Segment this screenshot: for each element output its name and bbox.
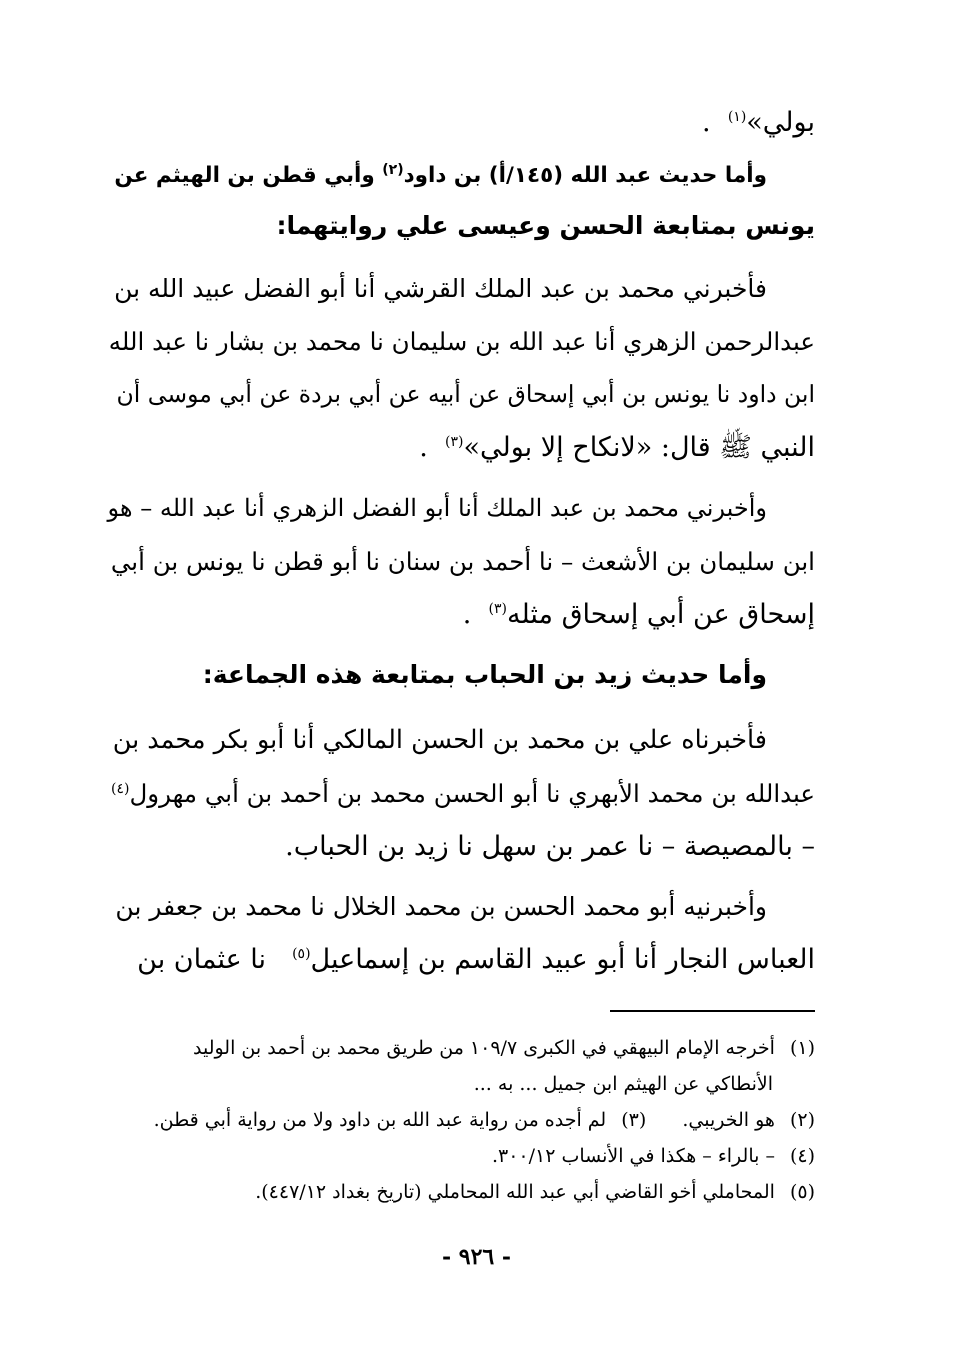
- text-line: وأخبرني محمد بن عبد الملك أنا أبو الفضل الزهري أنا عبد الله – هو: [107, 494, 767, 522]
- footnote-number: (١): [789, 1037, 815, 1059]
- section-heading-1: [105, 151, 815, 251]
- text-line: إسحاق عن أبي إسحاق مثله$^{(٣)}$ .: [462, 599, 815, 630]
- footnote-ref: (٥): [292, 946, 311, 962]
- text-line: فأخبرناه علي بن محمد بن الحسن المالكي أنا أبو بكر محمد بن: [112, 725, 767, 755]
- footnote-text: هو الخريبي.: [682, 1109, 775, 1131]
- paragraph-2: [105, 482, 815, 641]
- footnote-text: المحاملي أخو القاضي أبي عبد الله المحاملي (تاريخ بغداد ٤٤٧/١٢).: [255, 1181, 775, 1203]
- heading-line: يونس بمتابعة الحسن وعيسى علي روايتهما:: [276, 211, 815, 240]
- footnote-number: (٢): [789, 1109, 815, 1131]
- text-line: فأخبرني محمد بن عبد الملك القرشي أنا أبو الفضل عبيد الله بن: [114, 274, 767, 303]
- footnote-number: (٣): [621, 1109, 647, 1131]
- footnote-text: أخرجه الإمام البيهقي في الكبرى ١٠٩/٧ من طريق محمد بن أحمد بن الوليد: [193, 1037, 775, 1059]
- section-heading-2: [105, 650, 815, 700]
- heading-line: وأما حديث عبد الله (١٤٥/أ) بن داود$^{(٢)}$ وأبي قطن بن الهيثم عن: [114, 161, 767, 188]
- text-line: وأخبرنيه أبو محمد الحسن بن محمد الخلال نا محمد بن جعفر بن: [115, 892, 767, 921]
- text-line: بولي»$^{(١)}$ .: [702, 107, 815, 138]
- text-line: عبدالله بن محمد الأبهري نا أبو الحسن محمد بن أحمد بن أبي مهرول$^{(٤)}$: [111, 779, 815, 808]
- footnotes: [95, 1030, 815, 1210]
- text-line: ابن سليمان بن الأشعث – نا أحمد بن سنان نا أبو قطن نا يونس بن أبي: [110, 547, 815, 576]
- footnote-text: – بالراء – هكذا في الأنساب ٣٠٠/١٢.: [491, 1145, 775, 1167]
- paragraph-4: [105, 880, 815, 986]
- footnote-divider: [610, 1010, 815, 1012]
- footnote-ref: (٤): [111, 780, 130, 797]
- paragraph-1: [105, 262, 815, 474]
- footnote-5: [95, 1174, 815, 1210]
- footnote-ref: (٢): [382, 161, 404, 178]
- footnote-text: لم أجده من رواية عبد الله بن داود ولا من رواية أبي قطن.: [153, 1109, 607, 1131]
- text-line: النبي ﷺ قال: «لانكاح إلا بولي»$^{(٣)}$ .: [419, 432, 815, 463]
- continuation-line: [105, 96, 815, 149]
- heading-line: وأما حديث زيد بن الحباب بمتابعة هذه الجماعة:: [202, 660, 767, 689]
- footnote-2-3: [95, 1102, 815, 1138]
- footnote-ref: (١): [727, 109, 747, 125]
- paragraph-3: [105, 714, 815, 873]
- footnote-number: (٥): [789, 1181, 815, 1203]
- footnote-1: [95, 1030, 815, 1066]
- footnote-1-continuation: الأنطاكي عن الهيثم ابن جميل ... به ...: [473, 1073, 773, 1095]
- footnote-ref: (٣): [488, 601, 507, 617]
- text-line: – بالمصيصة – نا عمر بن سهل نا زيد بن الحباب.: [285, 831, 815, 862]
- footnote-4: [95, 1138, 815, 1174]
- page-number: - ٩٢٦ -: [441, 1244, 512, 1270]
- text-line: عبدالرحمن الزهري أنا عبد الله بن سليمان نا محمد بن بشار نا عبد الله: [108, 327, 815, 356]
- text-line: ابن داود نا يونس بن أبي إسحاق عن أبيه عن أبي بردة عن أبي موسى أن: [116, 380, 815, 408]
- text-line: العباس النجار أنا أبو عبيد القاسم بن إسماعيل$^{(٥)}$نا عثمان بن: [137, 944, 815, 975]
- footnote-ref: (٣): [445, 434, 464, 450]
- footnote-number: (٤): [789, 1145, 815, 1167]
